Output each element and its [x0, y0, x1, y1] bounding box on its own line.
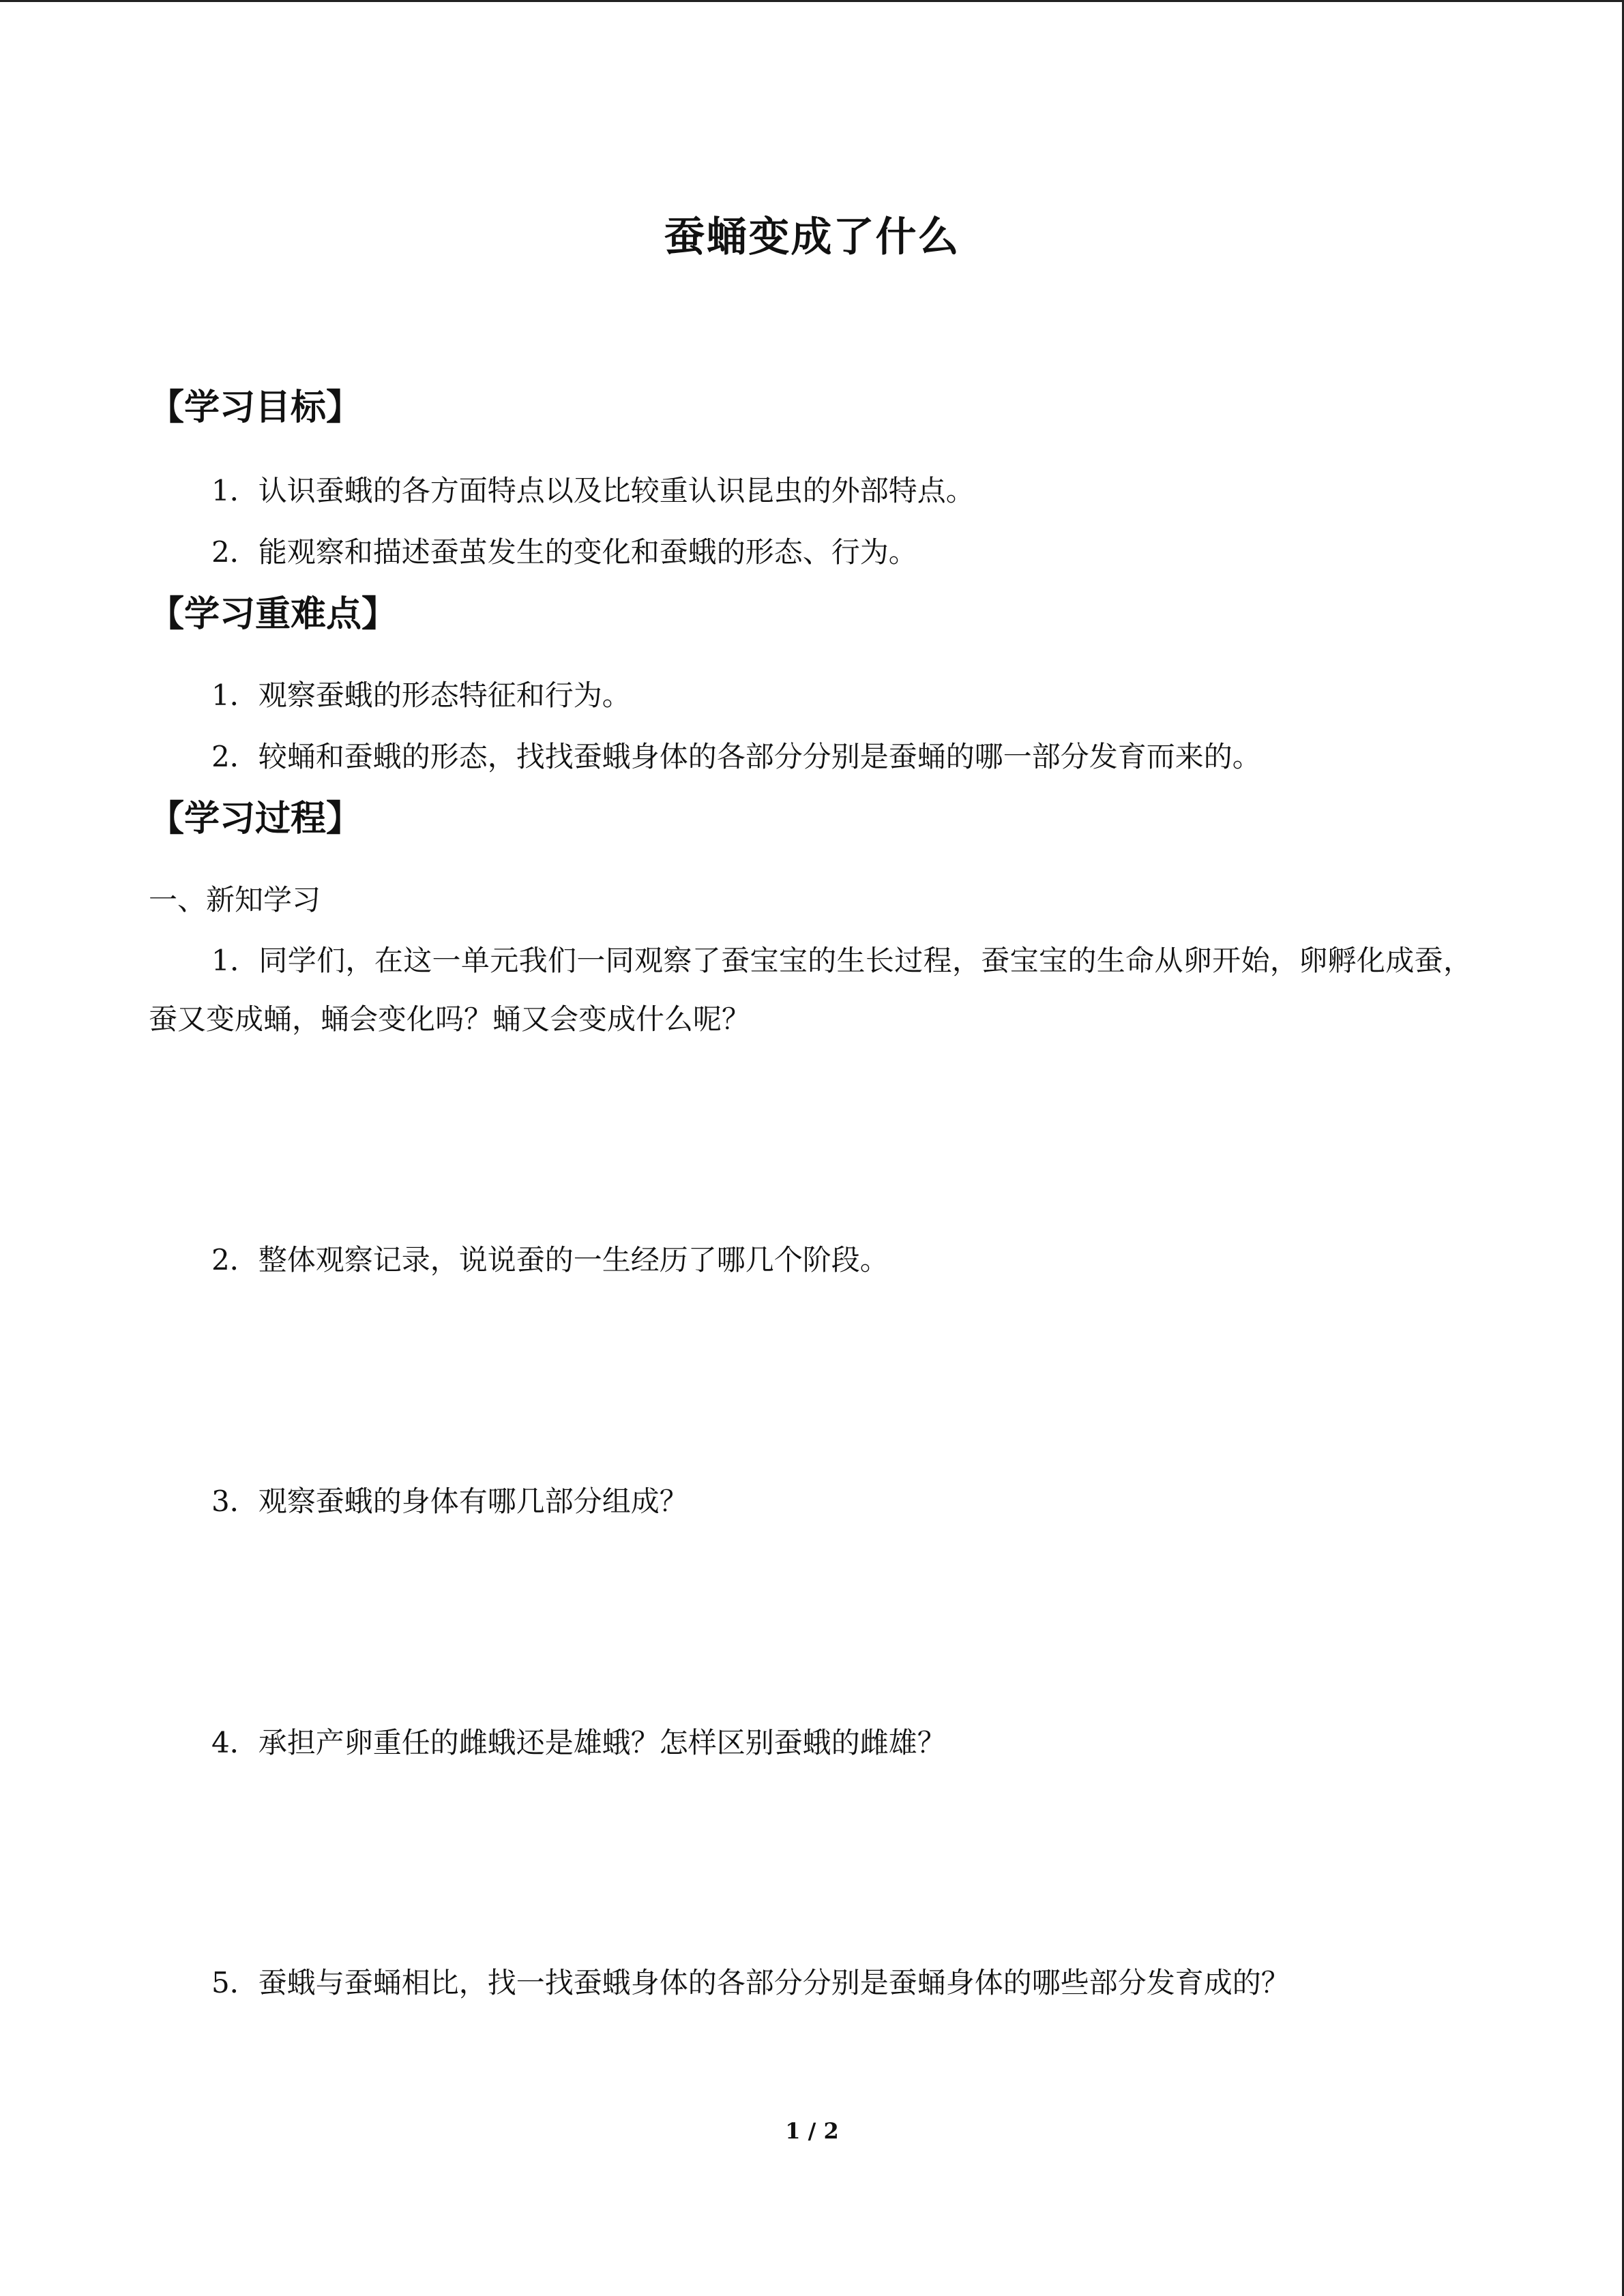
- question-3: 3．观察蚕蛾的身体有哪几部分组成？: [211, 1485, 688, 1518]
- key-point-item-1: 1．观察蚕蛾的形态特征和行为。: [211, 679, 631, 712]
- page-title: 蚕蛹变成了什么: [664, 213, 960, 261]
- question-2: 2．整体观察记录，说说蚕的一生经历了哪几个阶段。: [211, 1243, 889, 1277]
- question-5: 5．蚕蛾与蚕蛹相比，找一找蚕蛾身体的各部分分别是蚕蛹身体的哪些部分发育成的？: [211, 1966, 1290, 1999]
- key-point-item-2: 2．较蛹和蚕蛾的形态，找找蚕蛾身体的各部分分别是蚕蛹的哪一部分发育而来的。: [211, 740, 1261, 773]
- question-4: 4．承担产卵重任的雌蛾还是雄蛾？怎样区别蚕蛾的雌雄？: [211, 1726, 946, 1759]
- process-paragraph-1: 1．同学们，在这一单元我们一同观察了蚕宝宝的生长过程，蚕宝宝的生命从卵开始，卵孵化成蚕，蚕又变成蛹，蛹会变化吗？蛹又会变成什么呢？: [149, 944, 1472, 1036]
- page-border-top: [0, 0, 1624, 2]
- section-heading-process: 【学习过程】: [149, 799, 362, 839]
- section-heading-objectives: 【学习目标】: [149, 387, 362, 428]
- objective-item-2: 2．能观察和描述蚕茧发生的变化和蚕蛾的形态、行为。: [211, 535, 917, 569]
- section-heading-key-points: 【学习重难点】: [149, 594, 398, 635]
- page-number: 1 / 2: [785, 2118, 839, 2144]
- objective-item-1: 1．认识蚕蛾的各方面特点以及比较重认识昆虫的外部特点。: [211, 474, 975, 507]
- process-subheading: 一、新知学习: [149, 883, 321, 916]
